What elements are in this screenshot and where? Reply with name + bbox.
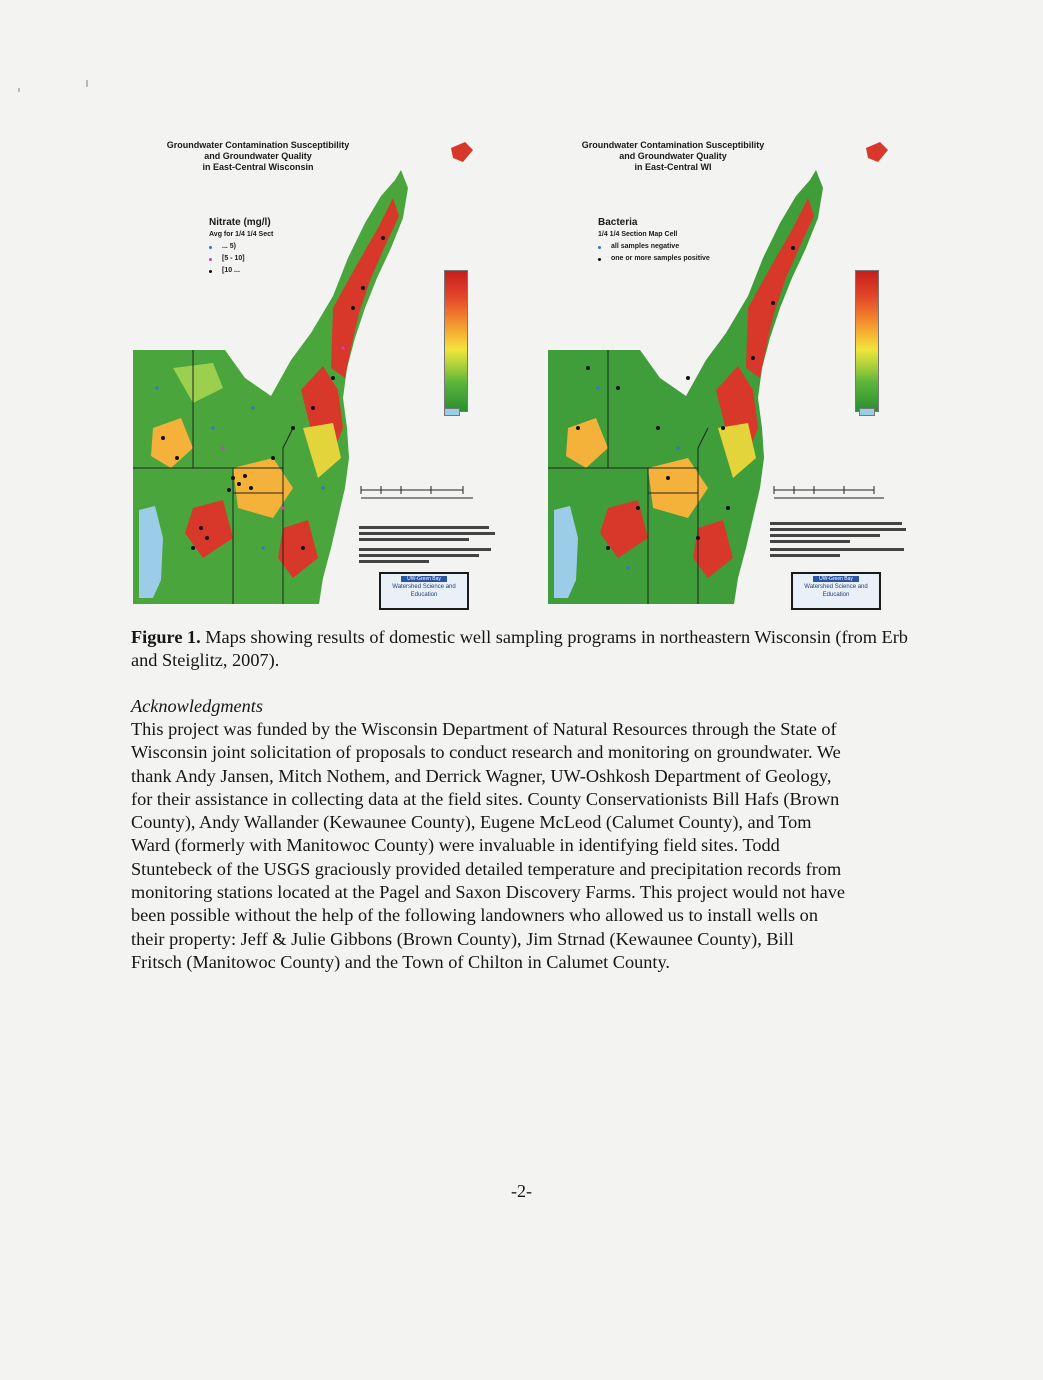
map-title-line: in East-Central Wisconsin [202, 162, 314, 172]
bacteria-map-terrain [548, 128, 943, 608]
legend-subtitle: 1/4 1/4 Section Map Cell [598, 231, 678, 238]
map-title-line: Groundwater Contamination Susceptibility [581, 140, 765, 150]
legend-dot-icon [209, 246, 212, 249]
text-line: Ward (formerly with Manitowoc County) were invaluable in identifying field sites. Todd [131, 835, 780, 856]
legend-label: all samples negative [611, 243, 680, 250]
legend-dot-icon [598, 246, 601, 249]
legend-label: [10 ... [222, 267, 240, 274]
nitrate-map-title [133, 140, 383, 173]
scan-speck [86, 80, 88, 87]
map-title-line: in East-Central WI [634, 162, 712, 172]
figure-caption [131, 626, 921, 672]
bacteria-map [548, 128, 943, 608]
watershed-logo [791, 572, 881, 610]
bacteria-map-title [548, 140, 798, 173]
text-line: Wisconsin joint solicitation of proposals to conduct research and monitoring on groundwater. We [131, 742, 841, 763]
text-line: monitoring stations located at the Pagel and Saxon Discovery Farms. This project would not have [131, 882, 846, 903]
bacteria-legend [598, 216, 710, 265]
text-line: County), Andy Wallander (Kewaunee County), Eugene McLeod (Calumet County), and Tom [131, 812, 812, 833]
legend-item [209, 265, 273, 277]
legend-item [598, 241, 710, 253]
figure-label: Figure 1. [131, 627, 201, 647]
page-number: -2- [511, 1181, 532, 1201]
legend-subtitle: Avg for 1/4 1/4 Sect [209, 231, 274, 238]
water-swatch [444, 408, 460, 416]
text-line: their property: Jeff & Julie Gibbons (Brown County), Jim Strnad (Kewaunee County), Bill [131, 928, 794, 949]
text-line: been possible without the help of the following landowners who allowed us to install wells on [131, 905, 818, 926]
legend-title: Nitrate (mg/l) [209, 217, 271, 228]
watershed-logo [379, 572, 469, 610]
legend-label: [5 - 10] [222, 255, 245, 262]
logo-text-top: UW-Green Bay [813, 576, 859, 582]
nitrate-map-terrain [133, 128, 528, 608]
map-title-line: Groundwater Contamination Susceptibility [166, 140, 350, 150]
text-line: This project was funded by the Wisconsin Department of Natural Resources through the State of [131, 719, 837, 739]
water-swatch [859, 408, 875, 416]
legend-dot-icon [209, 258, 212, 261]
legend-item [209, 241, 273, 253]
text-line: Stuntebeck of the USGS graciously provided detailed temperature and precipitation records from [131, 858, 842, 879]
legend-dot-icon [598, 258, 601, 261]
text-line: for their assistance in collecting data at the field sites. County Conservationists Bill Hafs (Brown [131, 788, 840, 809]
legend-dot-icon [209, 270, 212, 273]
acknowledgments-heading: Acknowledgments [131, 696, 263, 716]
legend-title: Bacteria [598, 217, 638, 228]
legend-item [209, 253, 273, 265]
text-line: Fritsch (Manitowoc County) and the Town of Chilton in Calumet County. [131, 951, 670, 972]
map-title-line: and Groundwater Quality [204, 151, 312, 161]
logo-text-main: Watershed Science and Education [804, 584, 868, 598]
legend-item [598, 253, 710, 265]
susceptibility-color-scale [855, 270, 879, 412]
map-title-line: and Groundwater Quality [619, 151, 727, 161]
caption-text: Maps showing results of domestic well sampling programs in northeastern Wisconsin (from Erb and Steiglitz, 2007). [131, 627, 908, 670]
nitrate-legend [209, 216, 273, 277]
scan-speck [18, 88, 20, 92]
acknowledgments-body [131, 718, 921, 974]
nitrate-map [133, 128, 528, 608]
susceptibility-color-scale [444, 270, 468, 412]
logo-text-top: UW-Green Bay [401, 576, 447, 582]
legend-label: one or more samples positive [611, 255, 710, 262]
text-line: thank Andy Jansen, Mitch Nothem, and Derrick Wagner, UW-Oshkosh Department of Geology, [131, 765, 832, 786]
logo-text-main: Watershed Science and Education [392, 584, 456, 598]
legend-label: ... 5) [222, 243, 237, 250]
